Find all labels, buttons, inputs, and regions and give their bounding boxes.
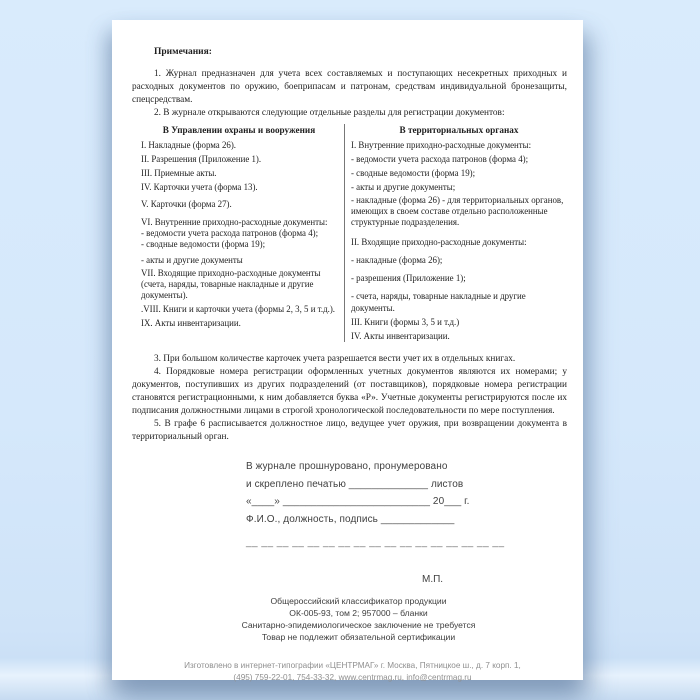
table-right-line: - разрешения (Приложение 1); [351,273,466,283]
table-left-line: IX. Акты инвентаризации. [141,318,241,328]
stitching-line: Ф.И.О., должность, подпись _____________ [246,513,455,525]
paragraph-1: 1. Журнал предназначен для учета всех составляемых и поступающих несекретных приходных и расходных документов по оружию, боеприпасам и патронам, средствам индивидуальной бронезащиты, спецсредствам. [132,69,567,105]
page-content [112,20,583,684]
stamp-place-label: М.П. [422,573,444,585]
table-right-line: II. Входящие приходно-расходные документы: [351,237,527,247]
table-right-line: - накладные (форма 26); [351,255,443,265]
signature-dashed-line: __ __ __ __ __ __ __ __ __ __ __ __ __ __ __ __ __ [246,537,505,548]
table-left-line: .VIII. Книги и карточки учета (формы 2, 3, 5 и т.д.). [141,304,336,314]
table-left-line: VII. Входящие приходно-расходные документы (счета, наряды, товарные накладные и другие документы). [141,268,321,300]
classifier-line: Общероссийский классификатор продукции [270,595,447,606]
table-left-line: I. Накладные (форма 26). [141,140,237,150]
table-right-line: - счета, наряды, товарные накладные и другие документы. [351,291,526,313]
table-right-line: - накладные (форма 26) - для территориальных органов, имеющих в своем составе отдельно расположенные структурные подразделения. [351,195,564,227]
table-left-line: III. Приемные акты. [141,168,217,178]
table-left-line: II. Разрешения (Приложение 1). [141,154,262,164]
classifier-line: Товар не подлежит обязательной сертификации [261,631,456,642]
document-page [112,20,583,680]
table-left-line: VI. Внутренние приходно-расходные документы: [141,217,328,227]
classifier-line: ОК-005-93, том 2; 957000 – бланки [289,607,428,618]
table-right-line: - акты и другие документы; [351,182,456,192]
stitching-line: и скреплено печатью ______________ листов [246,478,464,490]
registration-sections-table [141,124,567,342]
stitching-line: «____» __________________________ 20___ г. [246,496,470,507]
classifier-block [132,595,567,643]
column-territorial [344,124,567,342]
paragraph-2: 2. В журнале открываются следующие отдельные разделы для регистрации документов: [154,108,505,118]
column-header-right: В территориальных органах [399,125,519,135]
table-left-line: IV. Карточки учета (форма 13). [141,182,258,192]
column-header-left: В Управлении охраны и вооружения [162,125,316,135]
stitching-certification-block [246,458,505,552]
table-right-line: - сводные ведомости (форма 19); [351,168,476,178]
notes-title: Примечания: [154,47,212,57]
table-right-line: I. Внутренние приходно-расходные документы: [351,140,532,150]
table-right-line: - ведомости учета расхода патронов (форма 4); [351,154,529,164]
classifier-line: Санитарно-эпидемиологическое заключение не требуется [241,619,476,630]
table-left-line: - ведомости учета расхода патронов (форма 4); [141,228,319,238]
table-right-line: IV. Акты инвентаризации. [351,331,450,341]
printer-line: (495) 759-22-01, 754-33-32, www.centrmag.ru, info@centrmag.ru [233,672,472,682]
paragraph-3: 3. При большом количестве карточек учета разрешается вести учет их в отдельных книгах. [154,354,516,364]
stitching-line: В журнале прошнуровано, пронумеровано [246,461,448,472]
table-left-line: - сводные ведомости (форма 19); [141,239,266,249]
printer-info-block [132,660,567,684]
printer-line: Изготовлено в интернет-типографии «ЦЕНТРМАГ» г. Москва, Пятницкое ш., д. 7 корп. 1, [184,660,521,670]
table-right-line: III. Книги (формы 3, 5 и т.д.) [351,317,460,327]
table-left-line: - акты и другие документы [141,255,243,265]
table-left-line: V. Карточки (форма 27). [141,199,232,209]
column-directorate [141,124,344,342]
paragraph-5: 5. В графе 6 расписывается должностное лицо, ведущее учет оружия, при возвращении документа в территориальный орган. [132,419,567,442]
paragraph-4: 4. Порядковые номера регистрации оформленных учетных документов являются их номерами; у документов, поступивших из других подразделений (от поставщиков), порядковые номера регистрации становятся регистрационными, к ним добавляется буква «Р». Учетные документы регистрируются после их подписания должностными лицами в строгой хронологической последовательности по мере поступления. [132,367,567,416]
